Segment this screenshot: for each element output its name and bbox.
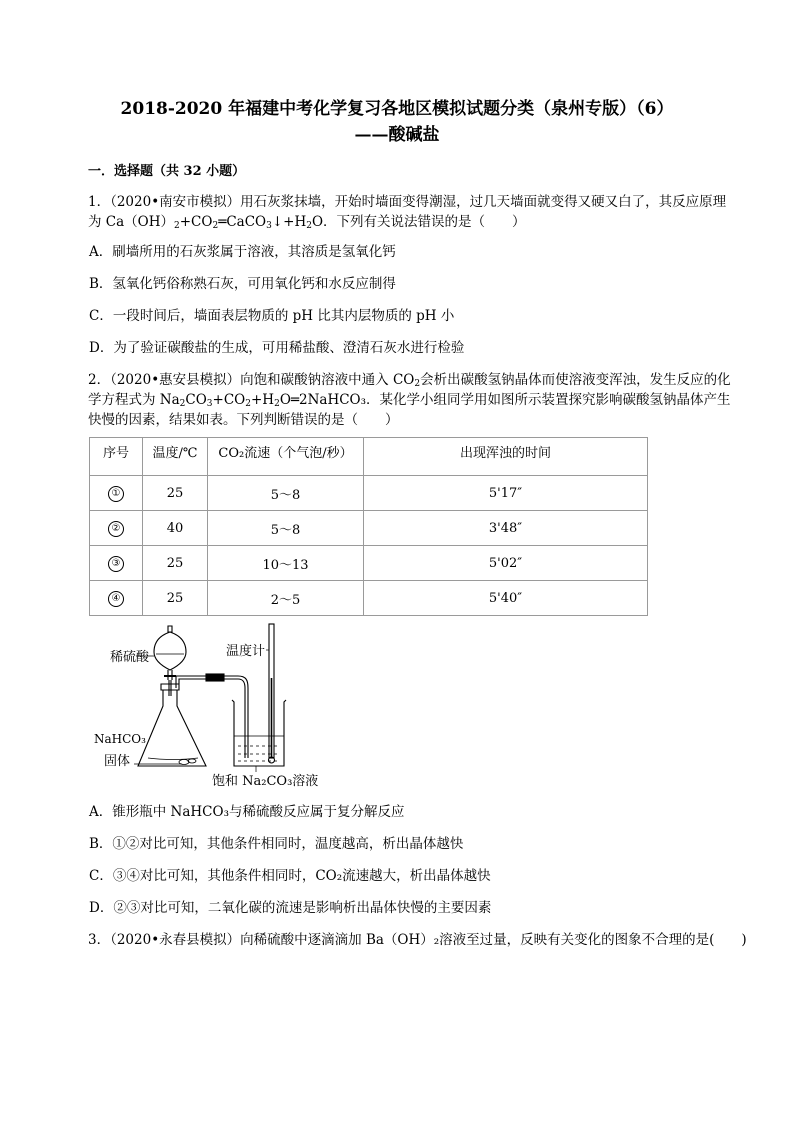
question-1-option-c: C．一段时间后，墙面表层物质的 pH 比其内层物质的 pH 小 (89, 308, 455, 324)
row-number-badge: ④ (108, 591, 124, 607)
table-cell (90, 581, 143, 616)
question-2-stem-line2: 学方程式为 $Na_2CO_3+CO_2+H_2O═2NaHCO_3$．某化学小组同学用如图所示装置探究影响碳酸氢钠晶体产生 (88, 392, 731, 409)
table-cell: 25 (143, 546, 208, 581)
table-header-cell: 序号 (90, 438, 143, 476)
row-number-badge: ② (108, 521, 124, 537)
label-solid: 固体 (104, 754, 131, 769)
table-cell: 40 (143, 511, 208, 546)
table-header-row (90, 438, 648, 476)
table-row (90, 511, 648, 546)
table-cell (90, 476, 143, 511)
table-cell: 5～8 (208, 511, 364, 546)
label-na2co3-solution: 饱和 Na₂CO₃溶液 (212, 774, 319, 789)
question-2-option-b: B．①②对比可知，其他条件相同时，温度越高，析出晶体越快 (89, 836, 464, 852)
table-header-cell: CO₂流速（个气泡/秒） (208, 438, 364, 476)
table-row (90, 476, 648, 511)
experiment-table (89, 437, 648, 616)
row-number-badge: ③ (108, 556, 124, 572)
table-cell: 3'48″ (364, 511, 648, 546)
table-header-cell: 温度/℃ (143, 438, 208, 476)
question-1-stem: 1．（2020•南安市模拟）用石灰浆抹墙，开始时墙面变得潮湿，过几天墙面就变得又硬又白了，其反应原理 (88, 194, 727, 210)
question-2-option-c: C．③④对比可知，其他条件相同时，CO₂流速越大，析出晶体越快 (89, 868, 491, 884)
table-cell: 5～8 (208, 476, 364, 511)
table-row (90, 581, 648, 616)
table-row (90, 546, 648, 581)
document-subtitle: ——酸碱盐 (354, 125, 440, 145)
question-2-option-a: A．锥形瓶中 NaHCO₃与稀硫酸反应属于复分解反应 (89, 804, 405, 820)
table-cell: 5'17″ (364, 476, 648, 511)
question-1-option-d: D．为了验证碳酸盐的生成，可用稀盐酸、澄清石灰水进行检验 (89, 340, 465, 356)
question-1-option-a: A．刷墙所用的石灰浆属于溶液，其溶质是氢氧化钙 (89, 244, 396, 260)
document-title: 2018-2020 年福建中考化学复习各地区模拟试题分类（泉州专版）（6） (120, 99, 674, 119)
beaker (232, 700, 286, 766)
table-cell: 5'02″ (364, 546, 648, 581)
table-cell (90, 546, 143, 581)
table-cell: 5'40″ (364, 581, 648, 616)
question-1-option-b: B．氢氧化钙俗称熟石灰，可用氧化钙和水反应制得 (89, 276, 396, 292)
table-cell: 10～13 (208, 546, 364, 581)
conical-flask (138, 674, 238, 766)
row-number-badge: ① (108, 486, 124, 502)
question-2-option-d: D．②③对比可知，二氧化碳的流速是影响析出晶体快慢的主要因素 (89, 900, 492, 916)
question-3-stem: 3．（2020•永春县模拟）向稀硫酸中逐滴滴加 Ba（OH）₂溶液至过量，反映有关变化的图象不合理的是( ) (88, 932, 747, 948)
label-dilute-sulfuric-acid: 稀硫酸 (110, 650, 150, 665)
table-cell: 25 (143, 581, 208, 616)
separatory-funnel (154, 626, 186, 696)
label-thermometer: 温度计 (226, 644, 266, 659)
table-cell (90, 511, 143, 546)
question-2-stem-line3: 快慢的因素，结果如表。下列判断错误的是（ ） (88, 412, 399, 428)
label-nahco3: NaHCO₃ (94, 732, 146, 746)
table-cell: 25 (143, 476, 208, 511)
table-cell: 2～5 (208, 581, 364, 616)
table-header-cell: 出现浑浊的时间 (364, 438, 648, 476)
thermometer (269, 624, 275, 763)
question-1-stem-line2: 为 $Ca(OH)_2+CO_2═CaCO_3↓+H_2O$．下列有关说法错误的是（ ） (88, 214, 526, 231)
section-heading: 一．选择题（共 32 小题） (88, 164, 246, 179)
question-2-stem: 2．（2020•惠安县模拟）向饱和碳酸钠溶液中通入 $CO_2$会析出碳酸氢钠晶体而使溶液变浑浊，发生反应的化 (88, 372, 731, 389)
